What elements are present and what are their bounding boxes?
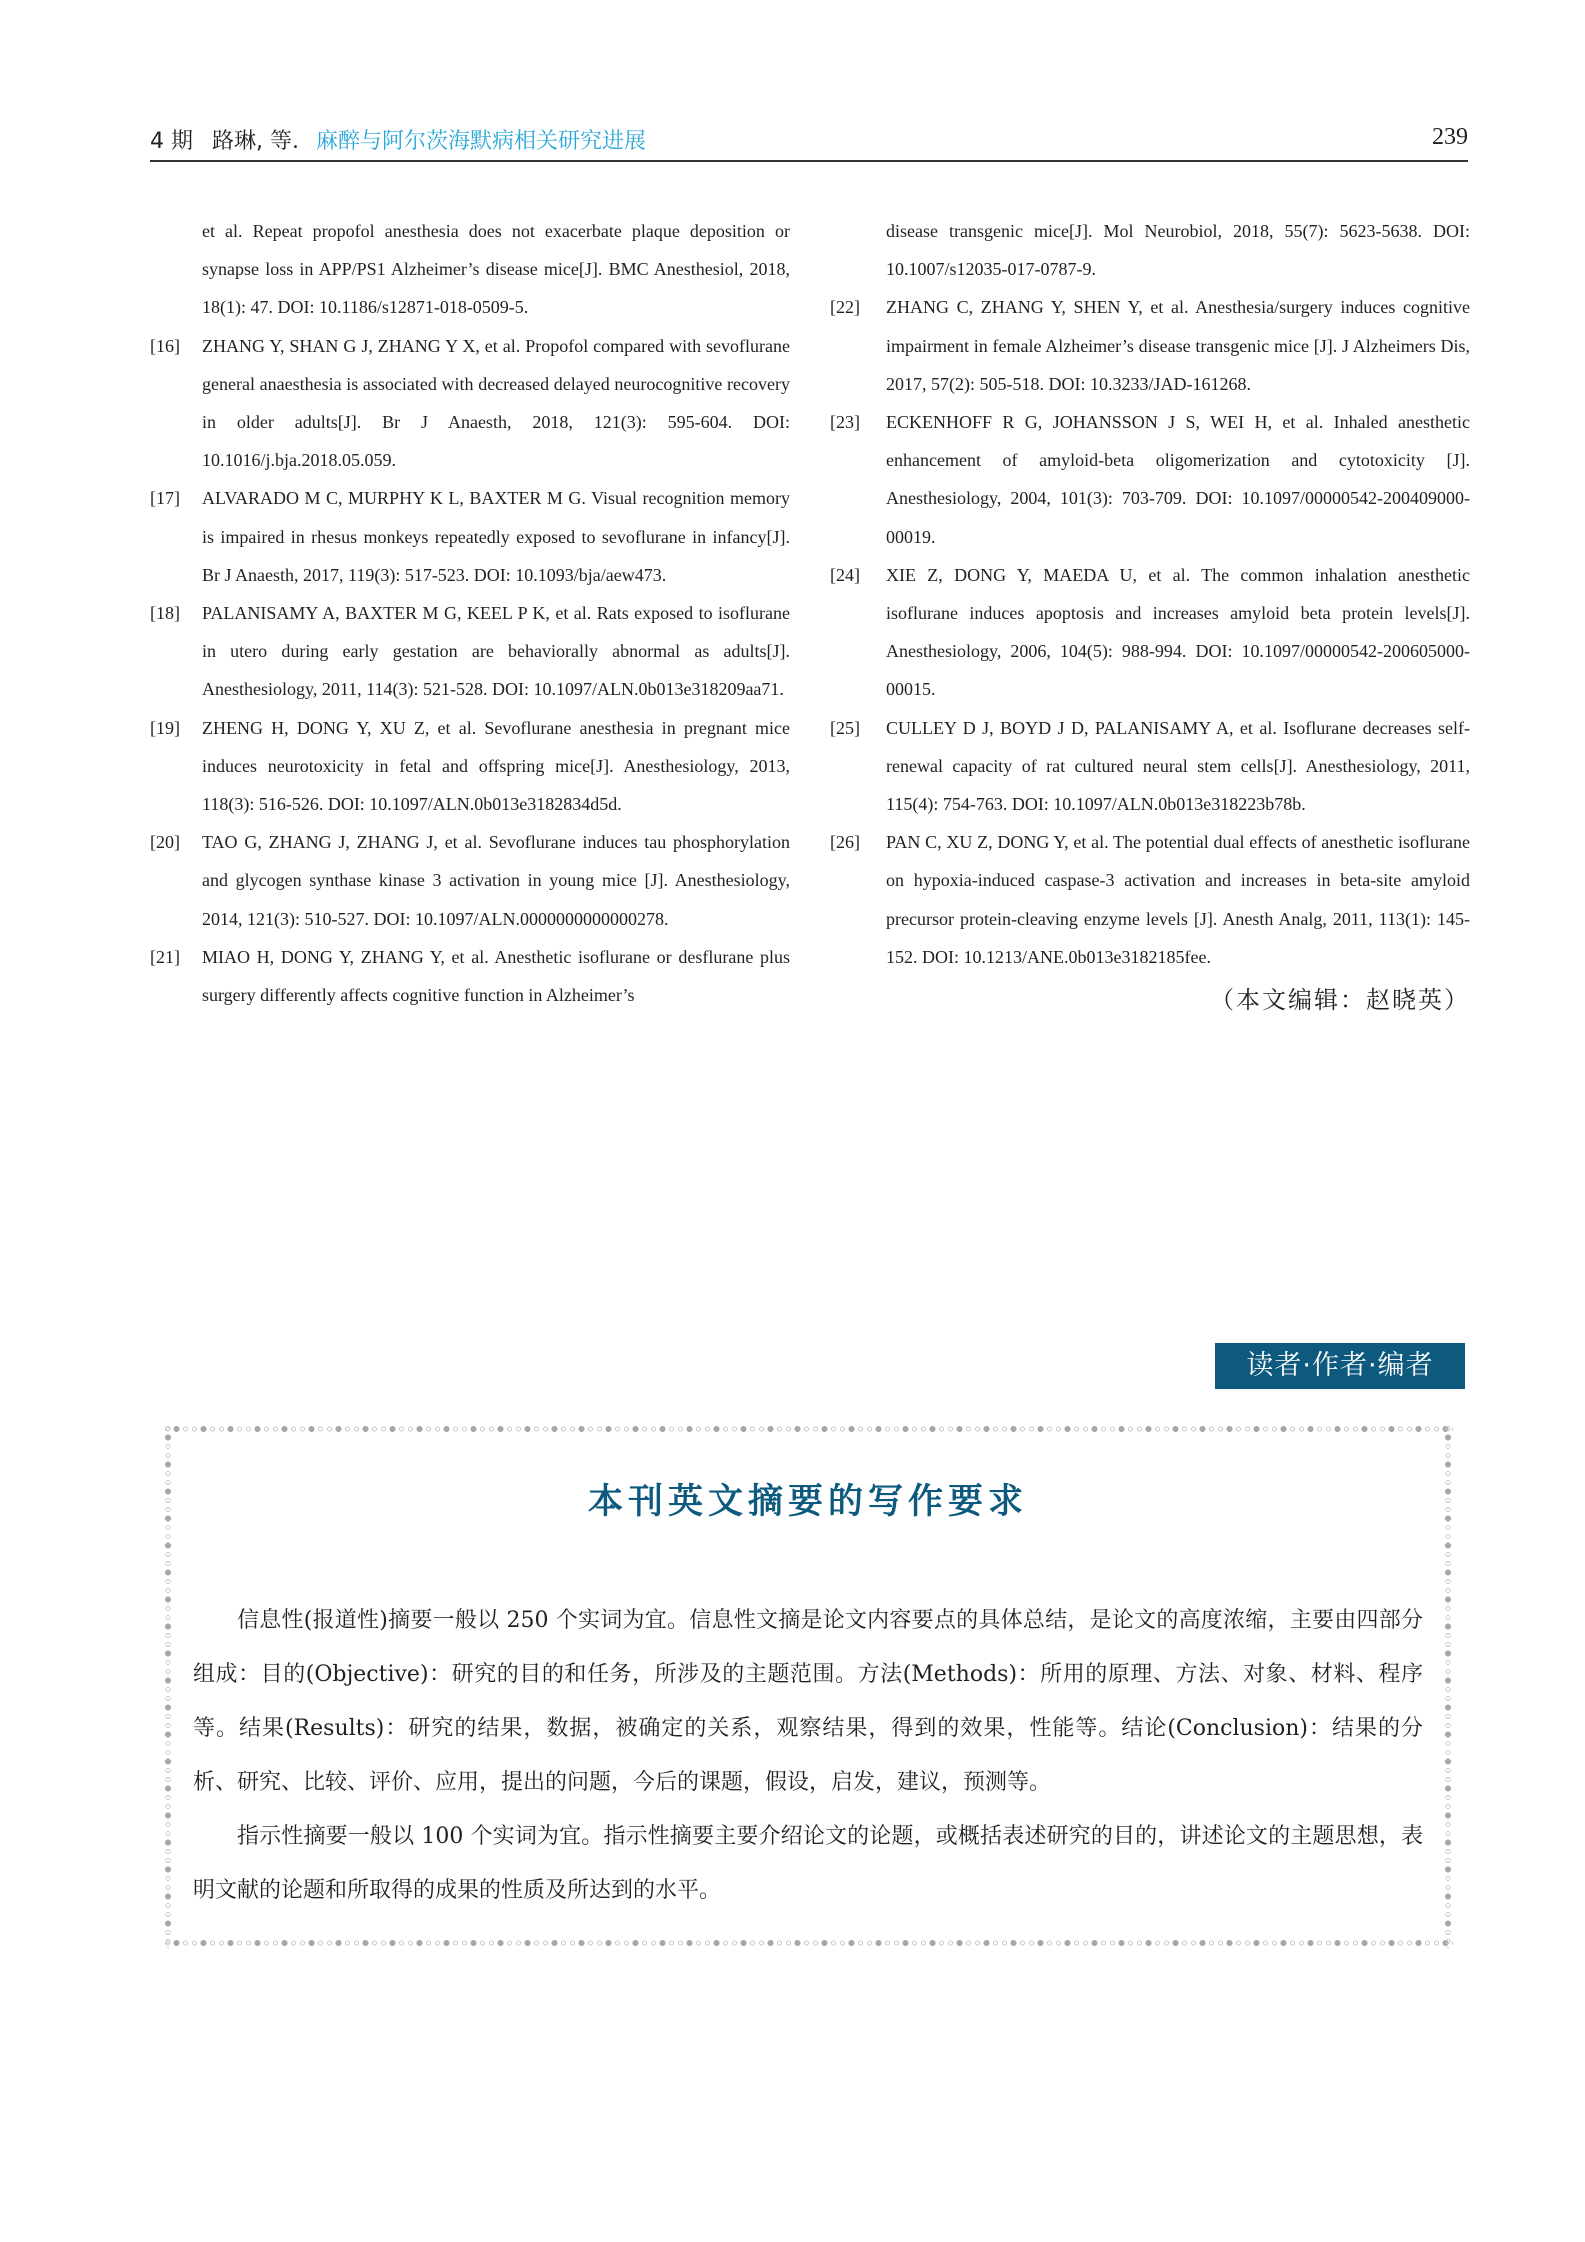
reference-number: [25] <box>830 717 860 738</box>
reference-text: PALANISAMY A, BAXTER M G, KEEL P K, et al. Rats exposed to isoflurane in utero during early gestation are behaviorally abnormal as adults[J]. Anesthesiology, 2011, 114(3): 521-528. DOI: 10.1097/ALN.0b013e318209aa71. <box>202 603 790 700</box>
reference-text: ZHANG C, ZHANG Y, SHEN Y, et al. Anesthesia/surgery induces cognitive impairment in female Alzheimer’s disease transgenic mice [J]. J Alzheimers Dis, 2017, 57(2): 505-518. DOI: 10.3233/JAD-161268. <box>886 297 1470 394</box>
page-number: 239 <box>1432 124 1468 150</box>
dotted-border-bottom <box>163 1938 1453 1948</box>
reference-continuation <box>150 212 790 327</box>
reference-item <box>830 288 1470 403</box>
reference-item <box>830 709 1470 824</box>
reference-text: ALVARADO M C, MURPHY K L, BAXTER M G. Visual recognition memory is impaired in rhesus monkeys repeatedly exposed to sevoflurane in infancy[J]. Br J Anaesth, 2017, 119(3): 517-523. DOI: 10.1093/bja/aew473. <box>202 488 790 585</box>
reference-number: [17] <box>150 488 180 509</box>
reference-number: [16] <box>150 335 180 356</box>
reference-item <box>150 823 790 938</box>
reference-item <box>150 594 790 709</box>
notice-box <box>163 1424 1453 1948</box>
reference-item <box>830 403 1470 556</box>
right-column-references <box>830 212 1470 1015</box>
issue-number: 4 期 <box>150 129 193 154</box>
reference-item <box>830 823 1470 976</box>
reference-text: disease transgenic mice[J]. Mol Neurobiol, 2018, 55(7): 5623-5638. DOI: 10.1007/s12035-017-0787-9. <box>886 221 1470 280</box>
notice-paragraph: 指示性摘要一般以 100 个实词为宜。指示性摘要主要介绍论文的论题，或概括表述研究的目的，讲述论文的主题思想，表明文献的论题和所取得的成果的性质及所达到的水平。 <box>193 1824 1423 1903</box>
running-header <box>150 124 1468 162</box>
reference-number: [18] <box>150 603 180 624</box>
reference-number: [26] <box>830 832 860 853</box>
reference-continuation <box>830 212 1470 288</box>
reference-text: MIAO H, DONG Y, ZHANG Y, et al. Anesthetic isoflurane or desflurane plus surgery differently affects cognitive function in Alzheimer’s <box>202 946 790 1006</box>
reference-text: ZHANG Y, SHAN G J, ZHANG Y X, et al. Propofol compared with sevoflurane general anaesthesia is associated with decreased delayed neurocognitive recovery in older adults[J]. Br J Anaesth, 2018, 121(3): 595-604. DOI: 10.1016/j.bja.2018.05.059. <box>202 335 790 471</box>
reference-number: [21] <box>150 946 180 967</box>
reference-text: ZHENG H, DONG Y, XU Z, et al. Sevoflurane anesthesia in pregnant mice induces neurotoxicity in fetal and offspring mice[J]. Anesthesiology, 2013, 118(3): 516-526. DOI: 10.1097/ALN.0b013e3182834d5d. <box>202 717 790 815</box>
section-tag: 读者·作者·编者 <box>1215 1343 1465 1389</box>
reference-number: [19] <box>150 717 180 738</box>
reference-number: [20] <box>150 832 180 853</box>
reference-text: TAO G, ZHANG J, ZHANG J, et al. Sevoflurane induces tau phosphorylation and glycogen synthase kinase 3 activation in young mice [J]. Anesthesiology, 2014, 121(3): 510-527. DOI: 10.1097/ALN.0000000000000278. <box>202 832 790 929</box>
reference-item <box>150 479 790 594</box>
reference-item <box>150 327 790 480</box>
reference-text: et al. Repeat propofol anesthesia does not exacerbate plaque deposition or synapse loss in APP/PS1 Alzheimer’s disease mice[J]. BMC Anesthesiol, 2018, 18(1): 47. DOI: 10.1186/s12871-018-0509-5. <box>202 221 790 318</box>
reference-text: XIE Z, DONG Y, MAEDA U, et al. The common inhalation anesthetic isoflurane induces apoptosis and increases amyloid beta protein levels[J]. Anesthesiology, 2006, 104(5): 988-994. DOI: 10.1097/00000542-200605000-00015. <box>886 564 1470 700</box>
reference-number: [24] <box>830 564 860 585</box>
notice-body <box>193 1594 1423 1918</box>
left-column-references <box>150 212 790 1014</box>
editor-note: （本文编辑：赵晓英） <box>1210 986 1470 1015</box>
reference-text: ECKENHOFF R G, JOHANSSON J S, WEI H, et al. Inhaled anesthetic enhancement of amyloid-beta oligomerization and cytotoxicity [J]. Anesthesiology, 2004, 101(3): 703-709. DOI: 10.1097/00000542-200409000-00019. <box>886 412 1470 547</box>
reference-text: PAN C, XU Z, DONG Y, et al. The potential dual effects of anesthetic isoflurane on hypoxia-induced caspase-3 activation and increases in beta-site amyloid precursor protein-cleaving enzyme levels [J]. Anesth Analg, 2011, 113(1): 145-152. DOI: 10.1213/ANE.0b013e3182185fee. <box>886 832 1470 967</box>
header-article-title: 麻醉与阿尔茨海默病相关研究进展 <box>316 129 647 154</box>
notice-title: 本刊英文摘要的写作要求 <box>587 1482 1028 1522</box>
header-authors: 路琳, 等. <box>212 129 299 154</box>
reference-item <box>830 556 1470 709</box>
notice-paragraph: 信息性(报道性)摘要一般以 250 个实词为宜。信息性文摘是论文内容要点的具体总结，是论文的高度浓缩，主要由四部分组成：目的(Objective)：研究的目的和任务，所涉及的主题范围。方法(Methods)：所用的原理、方法、对象、材料、程序等。结果(Results)：研究的结果，数据，被确定的关系，观察结果，得到的效果，性能等。结论(Conclusion)：结果的分析、研究、比较、评价、应用，提出的问题，今后的课题，假设，启发，建议，预测等。 <box>193 1608 1423 1795</box>
reference-number: [22] <box>830 297 860 318</box>
reference-item <box>150 938 790 1014</box>
reference-number: [23] <box>830 412 860 433</box>
reference-text: CULLEY D J, BOYD J D, PALANISAMY A, et al. Isoflurane decreases self-renewal capacity of rat cultured neural stem cells[J]. Anesthesiology, 2011, 115(4): 754-763. DOI: 10.1097/ALN.0b013e318223b78b. <box>886 717 1470 815</box>
reference-item <box>150 709 790 824</box>
dotted-border-top <box>163 1424 1453 1434</box>
